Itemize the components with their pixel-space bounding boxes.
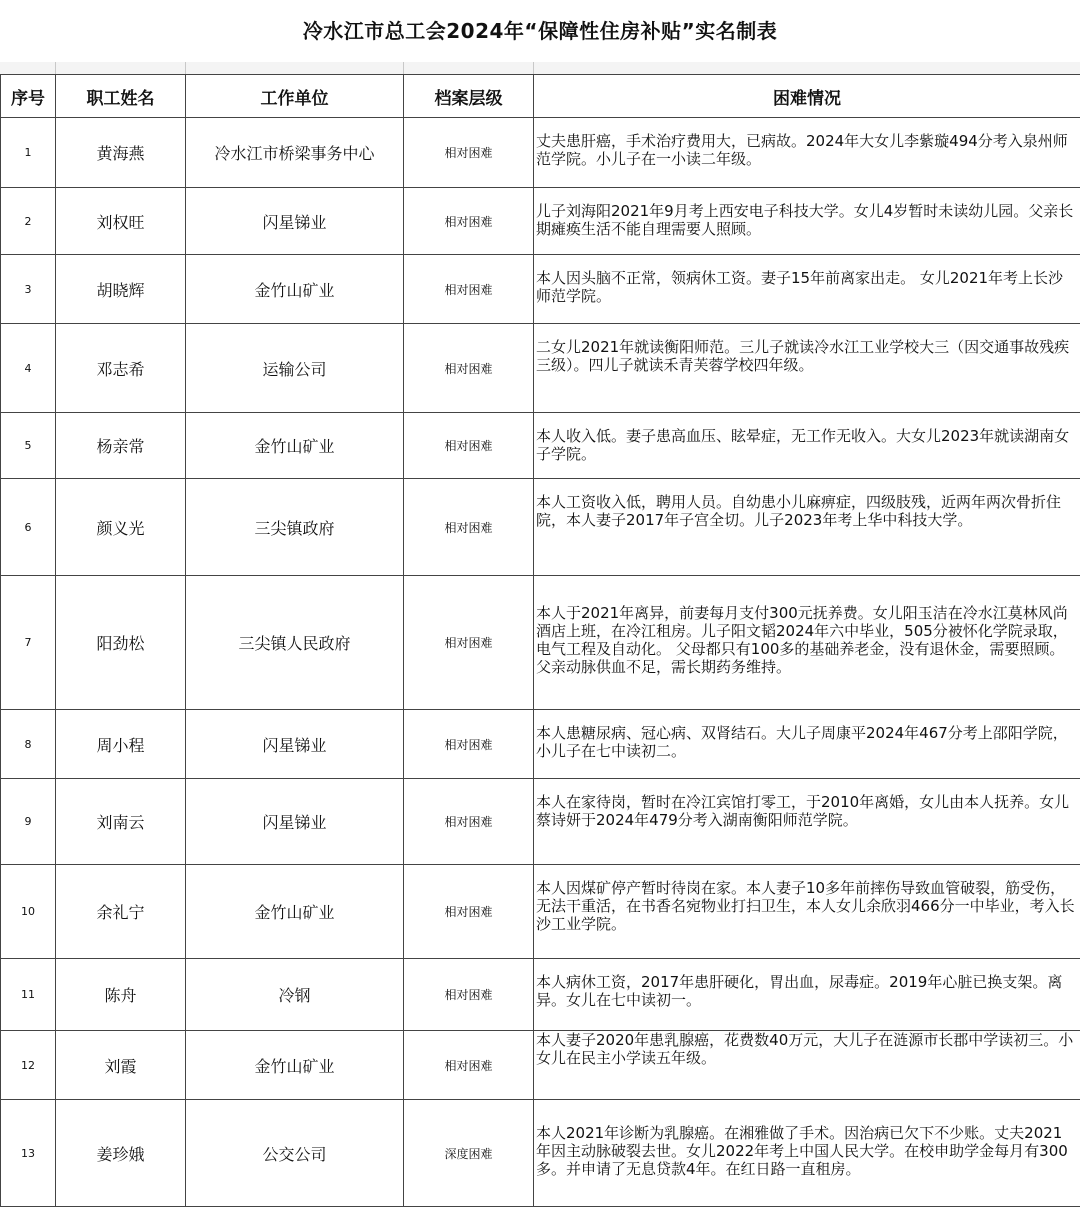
table-row: [1, 710, 1080, 779]
cell-unit: 闪星锑业: [186, 188, 404, 255]
header-unit: 工作单位: [186, 75, 404, 118]
cell-name: 刘权旺: [56, 188, 186, 255]
cell-index: 6: [1, 479, 56, 576]
cell-index: 13: [1, 1100, 56, 1207]
cell-level: 相对困难: [404, 959, 534, 1031]
cell-name: 胡晓辉: [56, 255, 186, 324]
spacer-divider: [403, 62, 404, 74]
cell-level: 相对困难: [404, 118, 534, 188]
cell-situation: [534, 118, 1080, 188]
cell-name: 余礼宁: [56, 865, 186, 959]
cell-name: 周小程: [56, 710, 186, 779]
cell-situation: [534, 779, 1080, 865]
cell-unit: 金竹山矿业: [186, 865, 404, 959]
spacer-divider: [533, 62, 534, 74]
cell-name: 阳劲松: [56, 576, 186, 710]
cell-name: 刘南云: [56, 779, 186, 865]
cell-level: 深度困难: [404, 1100, 534, 1207]
table-row: [1, 324, 1080, 413]
table-row: [1, 413, 1080, 479]
situation-text: 本人因头脑不正常，领病休工资。妻子15年前离家出走。 女儿2021年考上长沙师范学院。: [536, 269, 1064, 305]
cell-level: 相对困难: [404, 413, 534, 479]
table-row: [1, 576, 1080, 710]
cell-index: 7: [1, 576, 56, 710]
header-level: 档案层级: [404, 75, 534, 118]
cell-unit: 冷水江市桥梁事务中心: [186, 118, 404, 188]
header-row: [1, 75, 1080, 118]
cell-unit: 金竹山矿业: [186, 1031, 404, 1100]
cell-situation: [534, 959, 1080, 1031]
document-title: 冷水江市总工会2024年“保障性住房补贴”实名制表: [302, 19, 778, 43]
cell-unit: 金竹山矿业: [186, 413, 404, 479]
header-index: 序号: [1, 75, 56, 118]
cell-name: 刘霞: [56, 1031, 186, 1100]
cell-name: 姜珍娥: [56, 1100, 186, 1207]
header-situation: 困难情况: [534, 75, 1080, 118]
cell-name: 邓志希: [56, 324, 186, 413]
cell-level: 相对困难: [404, 188, 534, 255]
situation-text: 儿子刘海阳2021年9月考上西安电子科技大学。女儿4岁暂时未读幼儿园。父亲长期瘫痪生活不能自理需要人照顾。: [536, 202, 1074, 238]
cell-level: 相对困难: [404, 324, 534, 413]
cell-index: 11: [1, 959, 56, 1031]
cell-index: 8: [1, 710, 56, 779]
cell-name: 颜义光: [56, 479, 186, 576]
cell-situation: [534, 1100, 1080, 1207]
cell-situation: [534, 255, 1080, 324]
cell-situation: [534, 324, 1080, 413]
cell-index: 2: [1, 188, 56, 255]
cell-unit: 三尖镇人民政府: [186, 576, 404, 710]
cell-level: 相对困难: [404, 255, 534, 324]
spacer-divider: [185, 62, 186, 74]
situation-text: 丈夫患肝癌，手术治疗费用大，已病故。2024年大女儿李紫璇494分考入泉州师范学院。小儿子在一小读二年级。: [536, 132, 1068, 168]
situation-text: 本人病休工资，2017年患肝硬化，胃出血，尿毒症。2019年心脏已换支架。离异。女儿在七中读初一。: [536, 973, 1063, 1009]
cell-index: 3: [1, 255, 56, 324]
cell-index: 5: [1, 413, 56, 479]
table-row: [1, 865, 1080, 959]
cell-level: 相对困难: [404, 865, 534, 959]
cell-situation: [534, 1031, 1080, 1100]
cell-index: 4: [1, 324, 56, 413]
table-row: [1, 1100, 1080, 1207]
header-name: 职工姓名: [56, 75, 186, 118]
cell-situation: [534, 188, 1080, 255]
situation-text: 本人收入低。妻子患高血压、眩晕症，无工作无收入。大女儿2023年就读湖南女子学院。: [536, 427, 1070, 463]
cell-unit: 三尖镇政府: [186, 479, 404, 576]
cell-unit: 冷钢: [186, 959, 404, 1031]
situation-text: 本人工资收入低，聘用人员。自幼患小儿麻痹症，四级肢残，近两年两次骨折住院，本人妻子2017年子宫全切。儿子2023年考上华中科技大学。: [536, 493, 1062, 529]
cell-level: 相对困难: [404, 1031, 534, 1100]
table-row: [1, 479, 1080, 576]
table-row: [1, 118, 1080, 188]
cell-situation: [534, 479, 1080, 576]
cell-unit: 运输公司: [186, 324, 404, 413]
cell-index: 12: [1, 1031, 56, 1100]
cell-unit: 公交公司: [186, 1100, 404, 1207]
cell-name: 陈舟: [56, 959, 186, 1031]
cell-level: 相对困难: [404, 576, 534, 710]
cell-situation: [534, 710, 1080, 779]
cell-index: 10: [1, 865, 56, 959]
situation-text: 本人于2021年离异，前妻每月支付300元抚养费。女儿阳玉洁在冷水江莫林风尚酒店上班，在冷江租房。儿子阳文韬2024年六中毕业，505分被怀化学院录取，电气工程及自动化。 父母都只有100多的基础养老金，没有退休金，需要照顾。父亲动脉供血不足，需长期药务维持。: [536, 604, 1068, 676]
cell-level: 相对困难: [404, 710, 534, 779]
cell-name: 杨亲常: [56, 413, 186, 479]
situation-text: 本人因煤矿停产暂时待岗在家。本人妻子10多年前摔伤导致血管破裂，筋受伤，无法干重活，在书香名宛物业打扫卫生，本人女儿余欣羽466分一中毕业，考入长沙工业学院。: [536, 879, 1075, 933]
cell-level: 相对困难: [404, 779, 534, 865]
title-row: [0, 0, 1080, 63]
cell-unit: 闪星锑业: [186, 710, 404, 779]
cell-level: 相对困难: [404, 479, 534, 576]
cell-name: 黄海燕: [56, 118, 186, 188]
cell-index: 9: [1, 779, 56, 865]
cell-situation: [534, 413, 1080, 479]
spacer-divider: [55, 62, 56, 74]
table-row: [1, 959, 1080, 1031]
situation-text: 本人患糖尿病、冠心病、双肾结石。大儿子周康平2024年467分考上邵阳学院，小儿子在七中读初二。: [536, 724, 1068, 760]
table-row: [1, 779, 1080, 865]
situation-text: 本人2021年诊断为乳腺癌。在湘雅做了手术。因治病已欠下不少账。丈夫2021年因主动脉破裂去世。女儿2022年考上中国人民大学。在校申助学金每月有300多。并申请了无息贷款4年。在红日路一直租房。: [536, 1124, 1068, 1178]
table-row: [1, 188, 1080, 255]
situation-text: 本人妻子2020年患乳腺癌，花费数40万元，大儿子在涟源市长郡中学读初三。小女儿在民主小学读五年级。: [536, 1031, 1074, 1067]
cell-unit: 闪星锑业: [186, 779, 404, 865]
cell-unit: 金竹山矿业: [186, 255, 404, 324]
cell-situation: [534, 865, 1080, 959]
table-row: [1, 255, 1080, 324]
situation-text: 二女儿2021年就读衡阳师范。三儿子就读冷水江工业学校大三（因交通事故残疾三级）。四儿子就读禾青芙蓉学校四年级。: [536, 338, 1070, 374]
subsidy-table: [0, 74, 1080, 1207]
situation-text: 本人在家待岗，暂时在冷江宾馆打零工，于2010年离婚，女儿由本人抚养。女儿蔡诗妍于2024年479分考入湖南衡阳师范学院。: [536, 793, 1070, 829]
table-row: [1, 1031, 1080, 1100]
cell-index: 1: [1, 118, 56, 188]
cell-situation: [534, 576, 1080, 710]
